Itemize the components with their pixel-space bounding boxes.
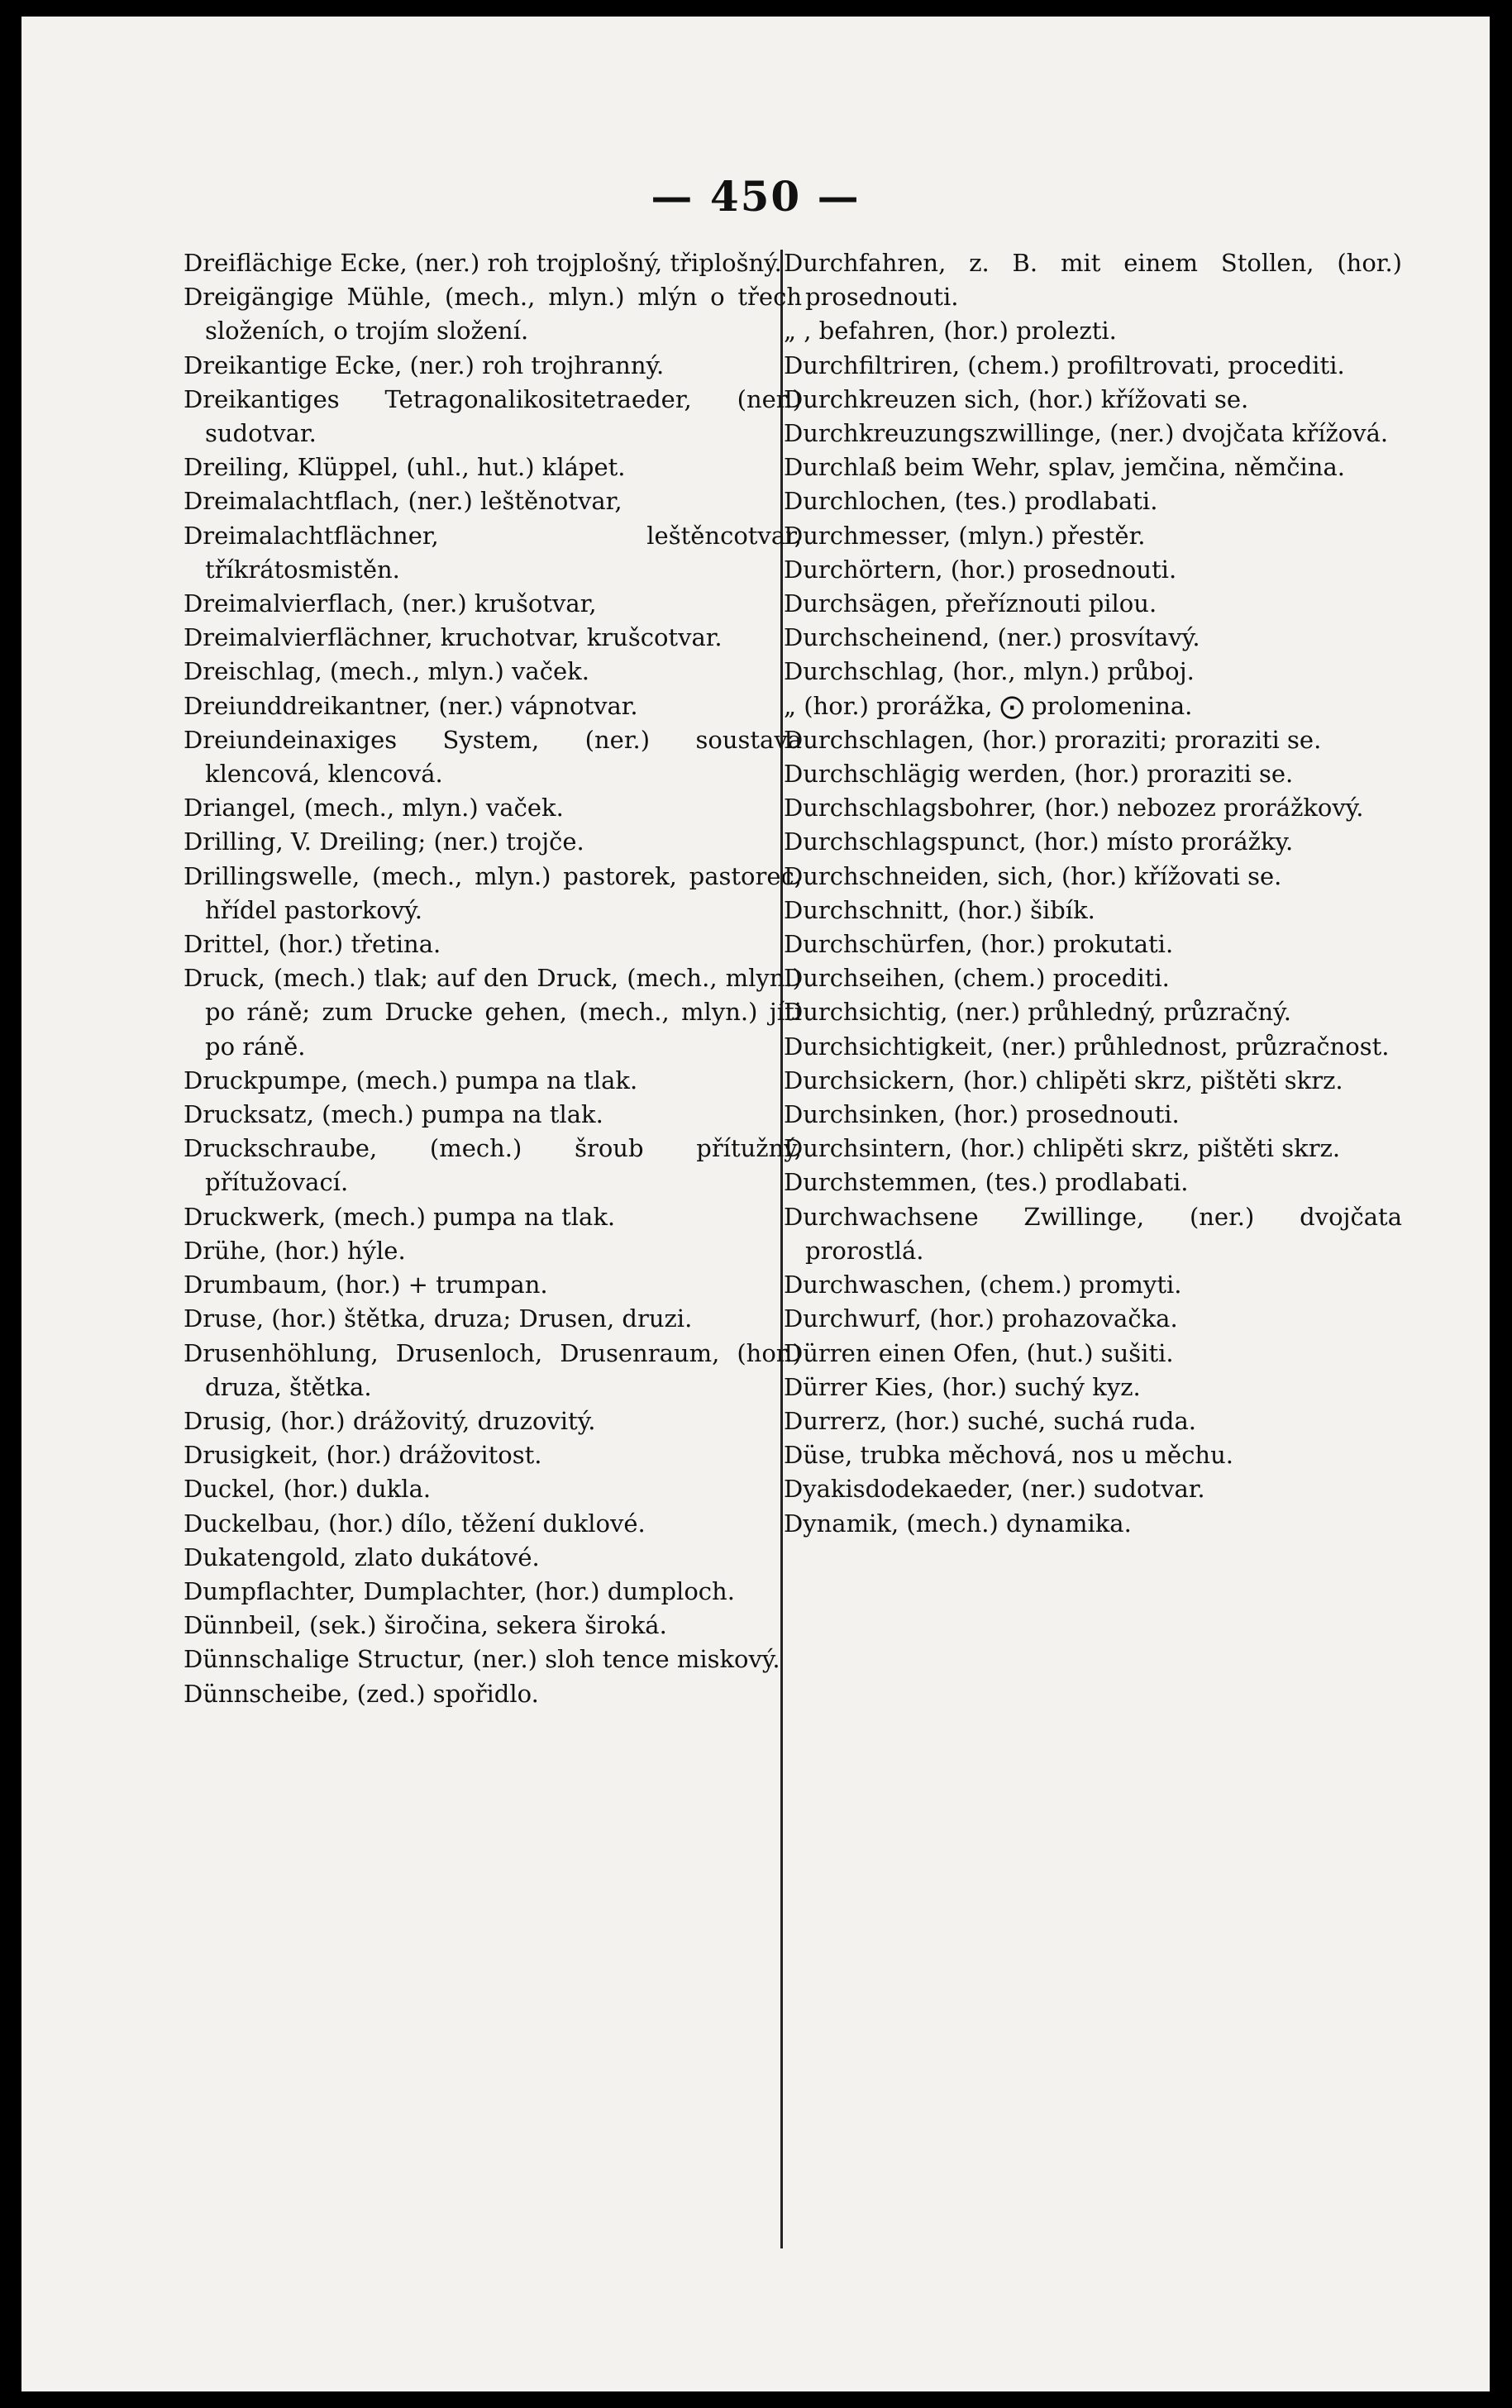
dictionary-entry: Druckpumpe, (mech.) pumpa na tlak. [184,1066,638,1094]
dictionary-entry: Dreikantiges Tetragonalikositetraeder, (ner.) sudotvar. [184,384,802,448]
dictionary-entry: Durchschlagen, (hor.) proraziti; proraziti se. [784,725,1322,754]
dictionary-entry: Durchlochen, (tes.) prodlabati. [784,487,1158,516]
dictionary-entry: Durchkreuzungszwillinge, (ner.) dvojčata křížová. [784,419,1389,448]
dictionary-entry: Durchsintern, (hor.) chlipěti skrz, pištěti skrz. [784,1134,1341,1163]
dictionary-entry: Druckwerk, (mech.) pumpa na tlak. [184,1202,616,1231]
dictionary-entry: Dreiflächige Ecke, (ner.) roh trojplošný, třiplošný. [184,249,782,277]
dictionary-entry: Durchstemmen, (tes.) prodlabati. [784,1168,1189,1197]
dictionary-entry: Drusigkeit, (hor.) drážovitost. [184,1441,542,1470]
right-column [784,246,1402,1541]
dictionary-entry: Driangel, (mech., mlyn.) vaček. [184,794,564,823]
dictionary-entry: Durchschlag, (hor., mlyn.) průboj. [784,657,1195,686]
dictionary-entry: Drühe, (hor.) hýle. [184,1236,406,1265]
dictionary-entry: Durchmesser, (mlyn.) přestěr. [784,521,1146,550]
dictionary-entry: Drucksatz, (mech.) pumpa na tlak. [184,1100,603,1129]
dictionary-entry: Dumpflachter, Dumplachter, (hor.) dumploch. [184,1576,735,1605]
dictionary-entry: Dreiling, Klüppel, (uhl., hut.) klápet. [184,453,626,482]
dictionary-entry: Dyakisdodekaeder, (ner.) sudotvar. [784,1475,1205,1504]
dictionary-entry: Dünnbeil, (sek.) širočina, sekera široká. [184,1611,667,1640]
dictionary-entry: Druck, (mech.) tlak; auf den Druck, (mech., mlyn.) po ráně; zum Drucke gehen, (mech., mlyn.) jíti po ráně. [184,964,802,1061]
dictionary-entry: Durchschlägig werden, (hor.) proraziti se. [784,760,1294,789]
dictionary-entry: Dreimalachtflach, (ner.) leštěnotvar, [184,487,622,516]
dictionary-entry: Durchschlagsbohrer, (hor.) nebozez prorážkový. [784,794,1364,823]
dictionary-entry: Duckel, (hor.) dukla. [184,1475,432,1504]
dictionary-entry: Durchlaß beim Wehr, splav, jemčina, němčina. [784,453,1345,482]
dictionary-entry: Dreimalvierflach, (ner.) krušotvar, [184,589,597,618]
dictionary-entry: Drillingswelle, (mech., mlyn.) pastorek, pastorec, hřídel pastorkový. [184,861,802,924]
dictionary-entry: Dreimalachtflächner, leštěncotvar, tříkrátosmistěn. [184,521,802,584]
dictionary-entry: Durchwurf, (hor.) prohazovačka. [784,1304,1178,1333]
dictionary-entry: Durchsickern, (hor.) chlipěti skrz, pištěti skrz. [784,1066,1343,1094]
dictionary-entry: Durchörtern, (hor.) prosednouti. [784,555,1177,584]
dictionary-entry: Druse, (hor.) štětka, druza; Drusen, druzi. [184,1304,693,1333]
dictionary-entry: Durchschlagspunct, (hor.) místo prorážky. [784,827,1294,856]
dictionary-entry: Dünnschalige Structur, (ner.) sloh tence miskový. [184,1645,780,1674]
dictionary-entry: Durchwachsene Zwillinge, (ner.) dvojčata prorostlá. [784,1202,1402,1265]
dictionary-entry: Durchsichtigkeit, (ner.) průhlednost, průzračnost. [784,1032,1390,1061]
dictionary-entry: Drumbaum, (hor.) + trumpan. [184,1271,548,1299]
dictionary-entry: Durchsichtig, (ner.) průhledný, průzračný. [784,998,1291,1027]
dictionary-entry: Durchsinken, (hor.) prosednouti. [784,1100,1180,1129]
left-column [184,246,802,1711]
dictionary-entry: „ (hor.) prorážka, ⨀ prolomenina. [784,691,1193,720]
dictionary-entry: Durchwaschen, (chem.) promyti. [784,1271,1182,1299]
dictionary-entry: Dürrer Kies, (hor.) suchý kyz. [784,1372,1141,1401]
dictionary-entry: Düse, trubka měchová, nos u měchu. [784,1441,1234,1470]
dictionary-entry: Duckelbau, (hor.) dílo, těžení duklové. [184,1509,646,1538]
dictionary-entry: Dynamik, (mech.) dynamika. [784,1509,1132,1538]
dictionary-entry: Dreigängige Mühle, (mech., mlyn.) mlýn o třech složeních, o trojím složení. [184,283,802,346]
dictionary-entry: Durchschneiden, sich, (hor.) křížovati se. [784,861,1282,890]
dictionary-entry: Drusig, (hor.) drážovitý, druzovitý. [184,1406,596,1435]
dictionary-entry: Dürren einen Ofen, (hut.) sušiti. [784,1338,1174,1367]
dictionary-entry: Dreikantige Ecke, (ner.) roh trojhranný. [184,350,665,379]
dictionary-entry: Durchscheinend, (ner.) prosvítavý. [784,623,1200,652]
dictionary-entry: Durchschnitt, (hor.) šibík. [784,895,1095,924]
dictionary-entry: Durchfiltriren, (chem.) profiltrovati, procediti. [784,350,1345,379]
dictionary-entry: Dreischlag, (mech., mlyn.) vaček. [184,657,589,686]
dictionary-entry: Durchschürfen, (hor.) prokutati. [784,930,1174,959]
dictionary-entry: Durrerz, (hor.) suché, suchá ruda. [784,1406,1196,1435]
dictionary-entry: Dreimalvierflächner, kruchotvar, krušcotvar. [184,623,723,652]
dictionary-entry: Druckschraube, (mech.) šroub přítužný, přítužovací. [184,1134,802,1197]
dictionary-entry: Durchkreuzen sich, (hor.) křížovati se. [784,384,1249,413]
dictionary-entry: Dukatengold, zlato dukátové. [184,1543,540,1571]
dictionary-entry: Dünnscheibe, (zed.) spořidlo. [184,1679,539,1708]
dictionary-entry: Drilling, V. Dreiling; (ner.) trojče. [184,827,584,856]
dictionary-entry: Dreiunddreikantner, (ner.) vápnotvar. [184,691,638,720]
dictionary-entry: Drusenhöhlung, Drusenloch, Drusenraum, (hor.) druza, štětka. [184,1338,802,1401]
dictionary-entry: Drittel, (hor.) třetina. [184,930,441,959]
dictionary-page [21,17,1490,2391]
dictionary-entry: Durchsägen, přeříznouti pilou. [784,589,1157,618]
dictionary-entry: „ , befahren, (hor.) prolezti. [784,317,1117,346]
dictionary-entry: Durchfahren, z. B. mit einem Stollen, (hor.) prosednouti. [784,249,1402,312]
page-number: — 450 — [651,172,861,221]
dictionary-entry: Dreiundeinaxiges System, (ner.) soustava klencová, klencová. [184,725,802,789]
dictionary-entry: Durchseihen, (chem.) procediti. [784,964,1170,993]
